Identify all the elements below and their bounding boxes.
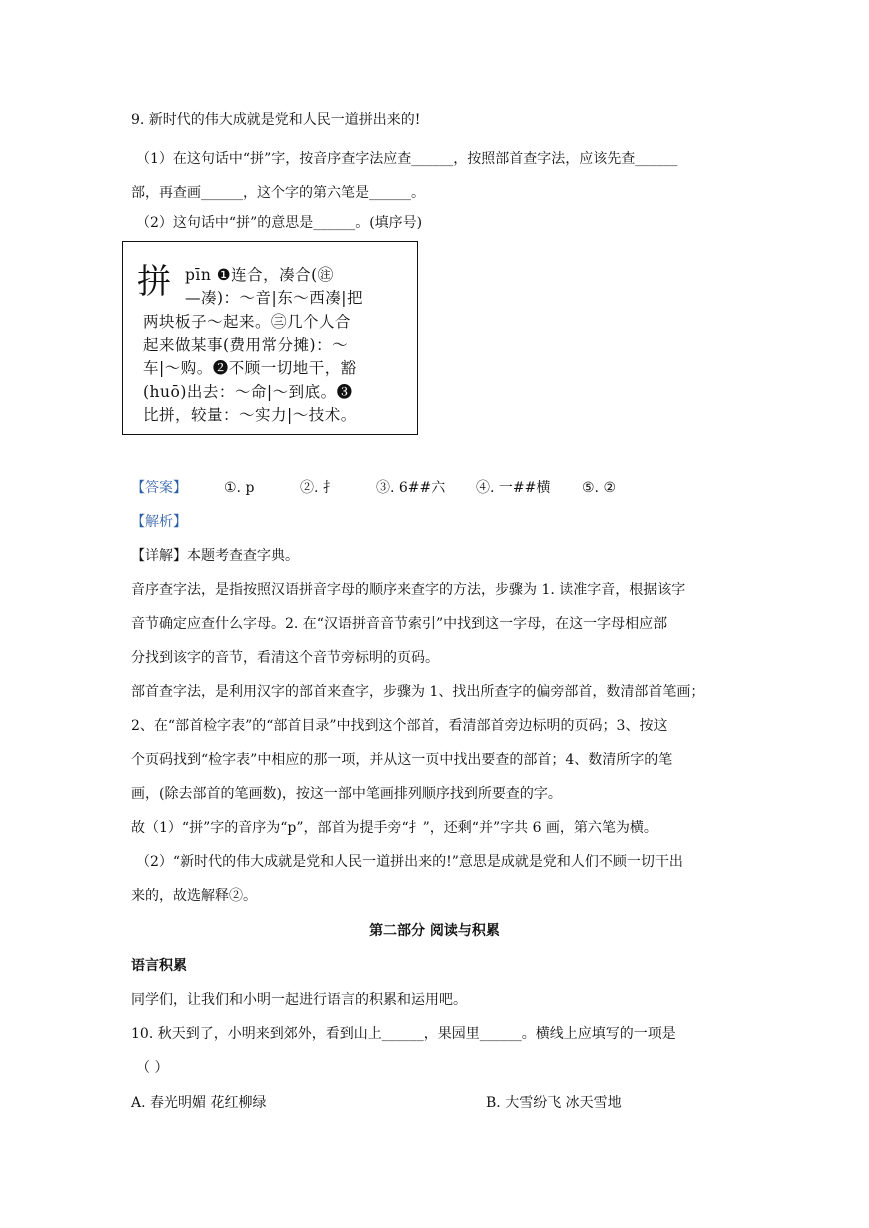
q9-part1-line2: 部，再查画______，这个字的第六笔是______。 [131, 185, 425, 201]
q9-part2: （2）这句话中“拼”的意思是______。(填序号) [136, 215, 423, 231]
q10-line2: （ ） [136, 1060, 169, 1076]
dictionary-headword: 拼 [137, 262, 171, 302]
analysis-line: 音序查字法，是指按照汉语拼音字母的顺序来查字的方法，步骤为 1. 读准字音，根据该字 [131, 582, 686, 598]
analysis-line: 部首查字法，是利用汉字的部首来查字，步骤为 1、找出所查字的偏旁部首，数清部首笔画； [131, 684, 705, 700]
section-intro: 同学们，让我们和小明一起进行语言的积累和运用吧。 [131, 992, 467, 1008]
analysis-line: 故（1）“拼”字的音序为“p”，部首为提手旁“扌”，还剩“并”字共 6 画，第六笔为横。 [131, 820, 658, 836]
answer-item: ④. 一##横 [476, 480, 551, 496]
analysis-line: 个页码找到“检字表”中相应的那一项，并从这一页中找出要查的部首；4、数清所字的笔 [131, 752, 673, 768]
dictionary-line: 车|～购。❷不顾一切地干，豁 [143, 359, 357, 377]
q9-part1-line1: （1）在这句话中“拼”字，按音序查字法应查______，按照部首查字法，应该先查______ [136, 151, 678, 167]
answer-item: ①. p [224, 480, 255, 496]
answer-label: 【答案】 [131, 480, 187, 496]
dictionary-entry-image [122, 241, 418, 435]
section-title: 第二部分 阅读与积累 [369, 923, 500, 939]
q9-title: 9. 新时代的伟大成就是党和人民一道拼出来的! [131, 112, 421, 128]
analysis-line: 2、在“部首检字表”的“部首目录”中找到这个部首，看清部首旁边标明的页码；3、按这 [131, 718, 668, 734]
analysis-line: 分找到该字的音节，看清这个音节旁标明的页码。 [131, 650, 439, 666]
analysis-line: （2）“新时代的伟大成就是党和人民一道拼出来的!”意思是成就是党和人们不顾一切干出 [136, 854, 683, 870]
analysis-detail: 【详解】本题考查查字典。 [131, 548, 299, 564]
dictionary-line: —凑)：～音|东～西凑|把 [185, 289, 363, 307]
analysis-label: 【解析】 [131, 514, 187, 530]
dictionary-line: pīn ❶连合，凑合(㊟ [185, 266, 334, 284]
q10-option-a[interactable]: A. 春光明媚 花红柳绿 [131, 1095, 267, 1111]
answer-item: ③. 6##六 [376, 480, 446, 496]
analysis-line: 画，(除去部首的笔画数)，按这一部中笔画排列顺序找到所要查的字。 [131, 786, 562, 802]
q10-option-b[interactable]: B. 大雪纷飞 冰天雪地 [486, 1095, 622, 1111]
dictionary-line: 起来做某事(费用常分摊)：～ [143, 336, 349, 354]
answer-item: ⑤. ② [582, 480, 617, 496]
answer-item: ②. 扌 [300, 480, 337, 496]
section-subtitle: 语言积累 [131, 958, 187, 974]
dictionary-line: (huō)出去：～命|～到底。❸ [143, 383, 353, 401]
dictionary-line: 比拼，较量：～实力|～技术。 [143, 406, 357, 424]
analysis-line: 来的，故选解释②。 [131, 888, 257, 904]
q10-line1: 10. 秋天到了，小明来到郊外，看到山上______，果园里______。横线上应填写的一项是 [131, 1026, 676, 1042]
dictionary-line: 两块板子～起来。㊂几个人合 [143, 313, 352, 331]
analysis-line: 音节确定应查什么字母。2. 在“汉语拼音音节索引”中找到这一字母，在这一字母相应部 [131, 616, 668, 632]
